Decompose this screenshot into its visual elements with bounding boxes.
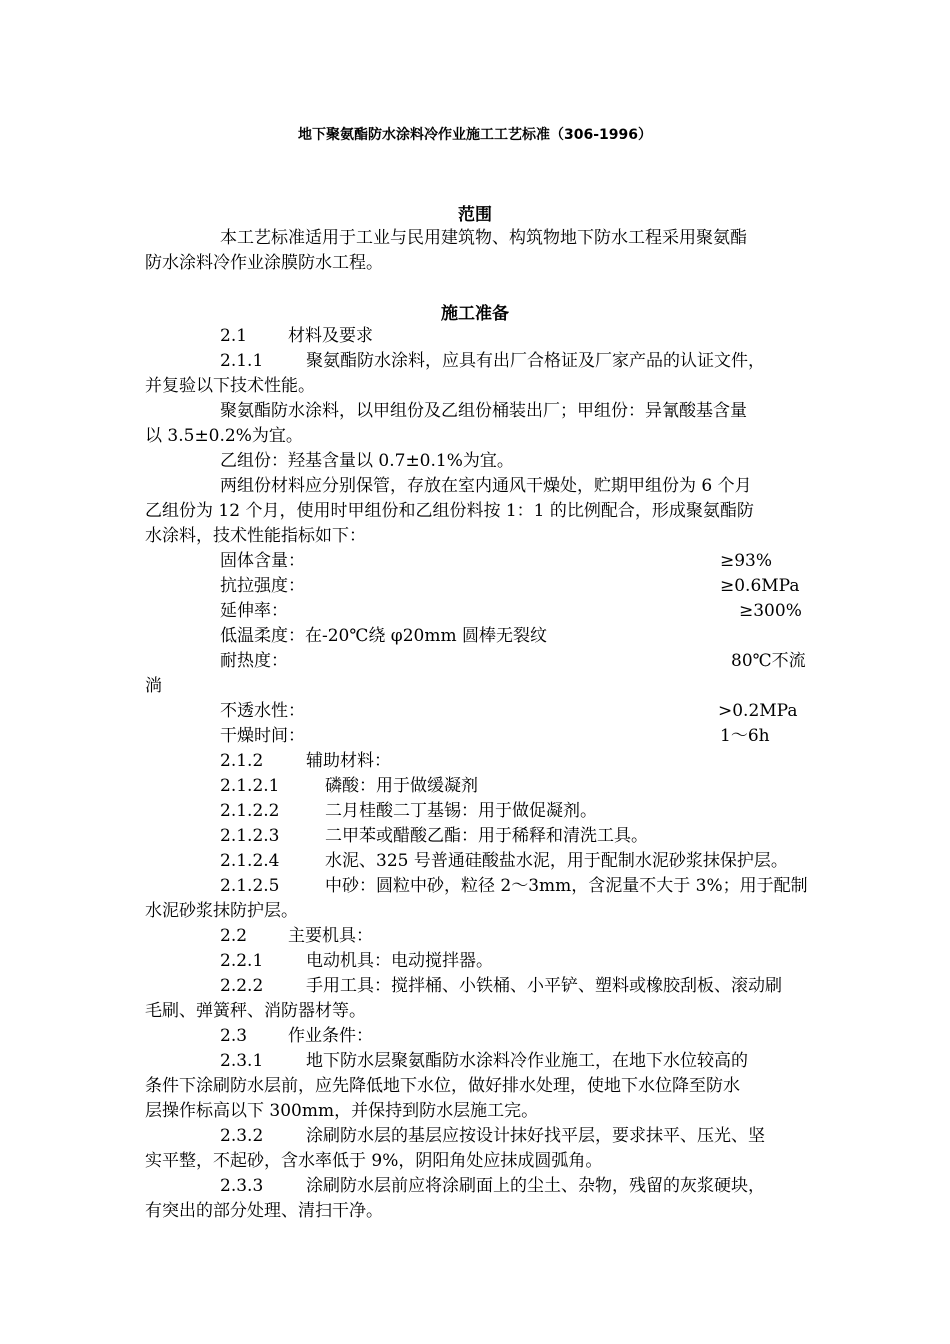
subsection-2-2-1 (220, 949, 493, 973)
paragraph-line: 实平整，不起砂，含水率低于 9%，阴阳角处应抹成圆弧角。 (145, 1151, 603, 1171)
subsection-2-1-2-3 (220, 824, 648, 848)
prop-impermeability-label: 不透水性： (220, 701, 305, 721)
prop-tensile-value: ≥0.6MPa (720, 576, 800, 596)
paragraph-line: 层操作标高以下 300mm，并保持到防水层施工完。 (145, 1101, 539, 1121)
section-text: 二甲苯或醋酸乙酯：用于稀释和清洗工具。 (325, 826, 648, 846)
paragraph-line: 有突出的部分处理、清扫干净。 (145, 1201, 383, 1221)
section-text: 辅助材料： (306, 751, 391, 771)
section-text: 聚氨酯防水涂料，应具有出厂合格证及厂家产品的认证文件， (306, 351, 765, 371)
subsection-2-1-2-5 (220, 874, 808, 898)
prop-solid-value: ≥93% (720, 551, 773, 571)
section-number: 2.1 (220, 326, 248, 346)
subsection-2-1-2 (220, 749, 391, 773)
subsection-2-1-2-2 (220, 799, 597, 823)
section-text: 磷酸：用于做缓凝剂 (325, 776, 478, 796)
prop-impermeability-value: >0.2MPa (718, 701, 798, 721)
section-heading-preparation: 施工准备 (441, 304, 509, 324)
section-text: 主要机具： (288, 926, 373, 946)
prop-elongation-label: 延伸率： (220, 601, 288, 621)
section-number: 2.1.2.1 (220, 776, 280, 796)
section-number: 2.3.3 (220, 1176, 264, 1196)
subsection-2-3-2 (220, 1124, 765, 1148)
subsection-2-3 (220, 1024, 373, 1048)
paragraph-line: 乙组份：羟基含量以 0.7±0.1%为宜。 (220, 451, 514, 471)
section-number: 2.1.2.5 (220, 876, 280, 896)
paragraph-line: 并复验以下技术性能。 (145, 376, 315, 396)
section-text: 涂刷防水层的基层应按设计抹好找平层，要求抹平、压光、坚 (306, 1126, 765, 1146)
paragraph-line: 聚氨酯防水涂料，以甲组份及乙组份桶装出厂；甲组份：异氰酸基含量 (220, 401, 747, 421)
section-text: 中砂：圆粒中砂，粒径 2～3mm，含泥量不大于 3%；用于配制 (325, 876, 808, 896)
paragraph-line: 本工艺标准适用于工业与民用建筑物、构筑物地下防水工程采用聚氨酯 (220, 228, 747, 248)
section-number: 2.1.2.2 (220, 801, 280, 821)
section-text: 地下防水层聚氨酯防水涂料冷作业施工，在地下水位较高的 (306, 1051, 748, 1071)
section-text: 手用工具：搅拌桶、小铁桶、小平铲、塑料或橡胶刮板、滚动刷 (306, 976, 782, 996)
section-number: 2.2.1 (220, 951, 264, 971)
subsection-2-1-2-1 (220, 774, 478, 798)
section-number: 2.1.2 (220, 751, 264, 771)
section-text: 水泥、325 号普通硅酸盐水泥，用于配制水泥砂浆抹保护层。 (325, 851, 788, 871)
section-number: 2.1.2.3 (220, 826, 280, 846)
prop-heat-value: 80℃不流 (731, 651, 806, 671)
prop-heat-wrap: 淌 (145, 676, 162, 696)
subsection-2-1 (220, 324, 373, 348)
prop-tensile-label: 抗拉强度： (220, 576, 305, 596)
section-heading-scope: 范围 (458, 205, 492, 225)
paragraph-line: 两组份材料应分别保管，存放在室内通风干燥处，贮期甲组份为 6 个月 (220, 476, 752, 496)
section-number: 2.2 (220, 926, 248, 946)
paragraph-line: 乙组份为 12 个月，使用时甲组份和乙组份料按 1：1 的比例配合，形成聚氨酯防 (145, 501, 754, 521)
section-number: 2.1.2.4 (220, 851, 280, 871)
paragraph-line: 防水涂料冷作业涂膜防水工程。 (145, 253, 383, 273)
paragraph-line: 条件下涂刷防水层前，应先降低地下水位，做好排水处理，使地下水位降至防水 (145, 1076, 740, 1096)
section-number: 2.3.1 (220, 1051, 264, 1071)
prop-drying-value: 1～6h (720, 726, 770, 746)
prop-elongation-value: ≥300% (739, 601, 802, 621)
subsection-2-1-2-4 (220, 849, 788, 873)
paragraph-line: 水泥砂浆抹防护层。 (145, 901, 298, 921)
section-text: 涂刷防水层前应将涂刷面上的尘土、杂物，残留的灰浆硬块， (306, 1176, 765, 1196)
section-number: 2.1.1 (220, 351, 264, 371)
section-text: 二月桂酸二丁基锡：用于做促凝剂。 (325, 801, 597, 821)
prop-heat-label: 耐热度： (220, 651, 288, 671)
document-title: 地下聚氨酯防水涂料冷作业施工工艺标准（306-1996） (298, 127, 652, 143)
section-text: 材料及要求 (288, 326, 373, 346)
section-number: 2.3 (220, 1026, 248, 1046)
subsection-2-3-1 (220, 1049, 748, 1073)
section-text: 作业条件： (288, 1026, 373, 1046)
section-text: 电动机具：电动搅拌器。 (306, 951, 493, 971)
prop-solid-label: 固体含量： (220, 551, 305, 571)
paragraph-line: 水涂料，技术性能指标如下： (145, 526, 366, 546)
prop-drying-label: 干燥时间： (220, 726, 305, 746)
prop-low-temp-line: 低温柔度：在-20℃绕 φ20mm 圆棒无裂纹 (220, 626, 547, 646)
subsection-2-2 (220, 924, 373, 948)
section-number: 2.3.2 (220, 1126, 264, 1146)
section-number: 2.2.2 (220, 976, 264, 996)
subsection-2-2-2 (220, 974, 782, 998)
subsection-2-1-1 (220, 349, 765, 373)
subsection-2-3-3 (220, 1174, 765, 1198)
paragraph-line: 以 3.5±0.2%为宜。 (145, 426, 303, 446)
paragraph-line: 毛刷、弹簧秤、消防器材等。 (145, 1001, 366, 1021)
